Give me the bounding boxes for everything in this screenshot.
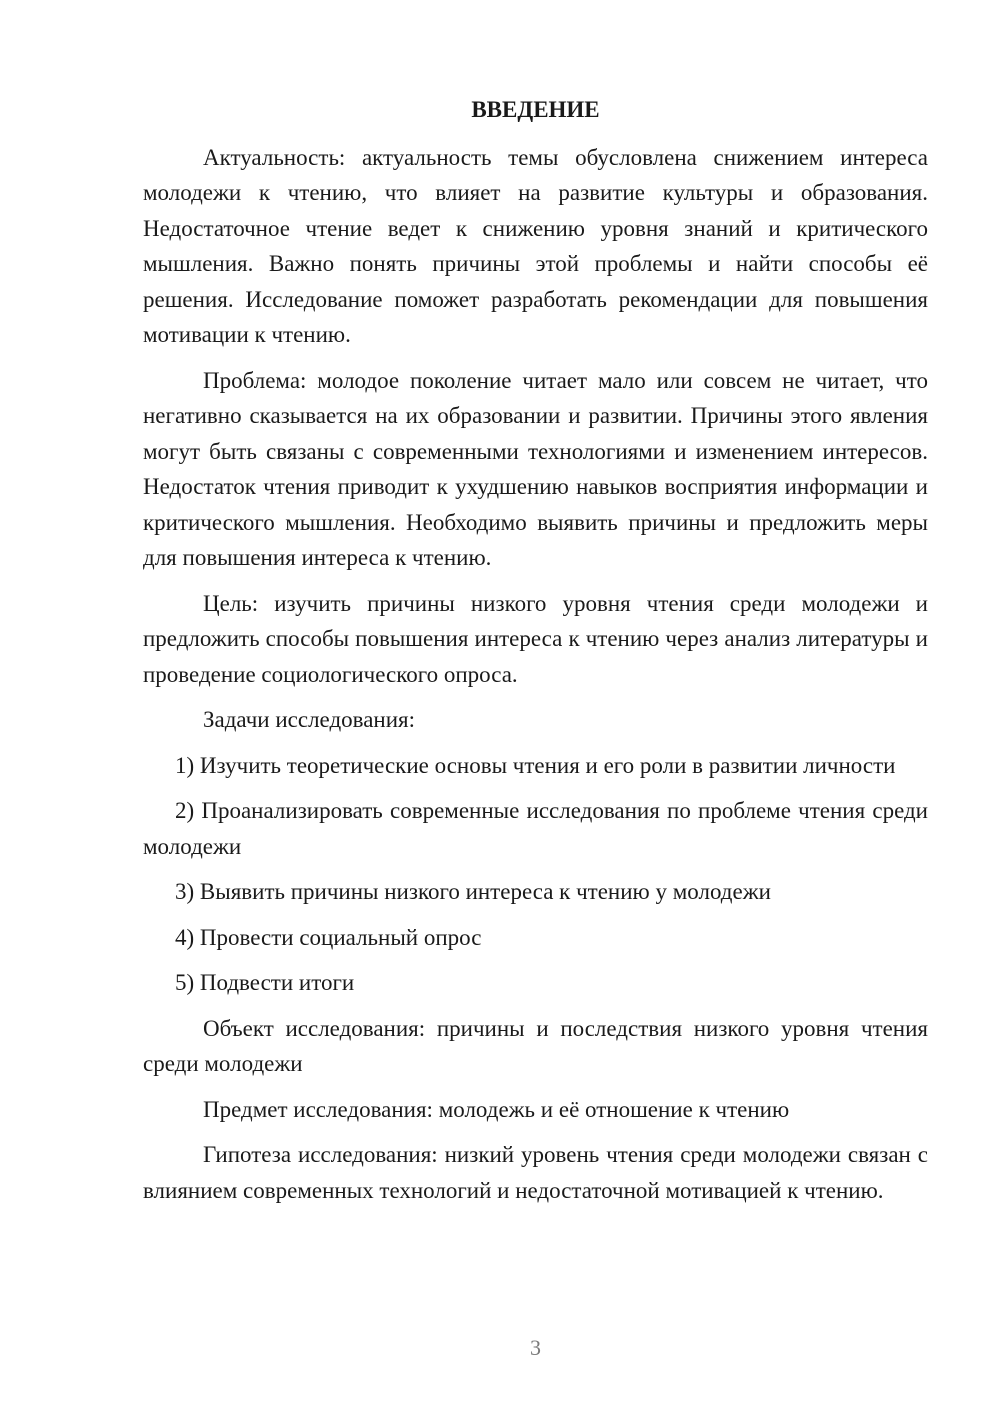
task-item: 1) Изучить теоретические основы чтения и его роли в развитии личности [175,752,896,778]
task-item: 4) Провести социальный опрос [175,924,482,950]
paragraph-goal: Цель: изучить причины низкого уровня чтения среди молодежи и предложить способы повышения интереса к чтению через анализ литературы и проведение социологического опроса. [143,590,928,687]
task-item: 2) Проанализировать современные исследования по проблеме чтения среди молодежи [143,798,928,859]
task-item: 3) Выявить причины низкого интереса к чтению у молодежи [175,879,771,904]
task-item: 5) Подвести итоги [175,970,355,995]
paragraph-subject: Предмет исследования: молодежь и её отношение к чтению [203,1096,790,1122]
paragraph-object: Объект исследования: причины и последствия низкого уровня чтения среди молодежи [143,1015,928,1076]
paragraph-hypothesis: Гипотеза исследования: низкий уровень чтения среди молодежи связан с влиянием современных технологий и недостаточной мотивацией к чтению. [143,1142,928,1203]
page-heading: ВВЕДЕНИЕ [471,97,600,122]
page-number: 3 [530,1335,541,1360]
paragraph-problem: Проблема: молодое поколение читает мало или совсем не читает, что негативно сказывается на их образовании и развитии. Причины этого явления могут быть связаны с современными технологиями и изменением интересов. Недостаток чтения приводит к ухудшению навыков восприятия информации и критического мышления. Необходимо выявить причины и предложить меры для повышения интереса к чтению. [143,367,928,570]
document-body [143,92,928,1218]
paragraph-tasks-title: Задачи исследования: [203,707,416,732]
paragraph-relevance: Актуальность: актуальность темы обусловлена снижением интереса молодежи к чтению, что влияет на развитие культуры и образования. Недостаточное чтение ведет к снижению уровня знаний и критического мышления. Важно понять причины этой проблемы и найти способы её решения. Исследование поможет разработать рекомендации для повышения мотивации к чтению. [143,144,928,347]
